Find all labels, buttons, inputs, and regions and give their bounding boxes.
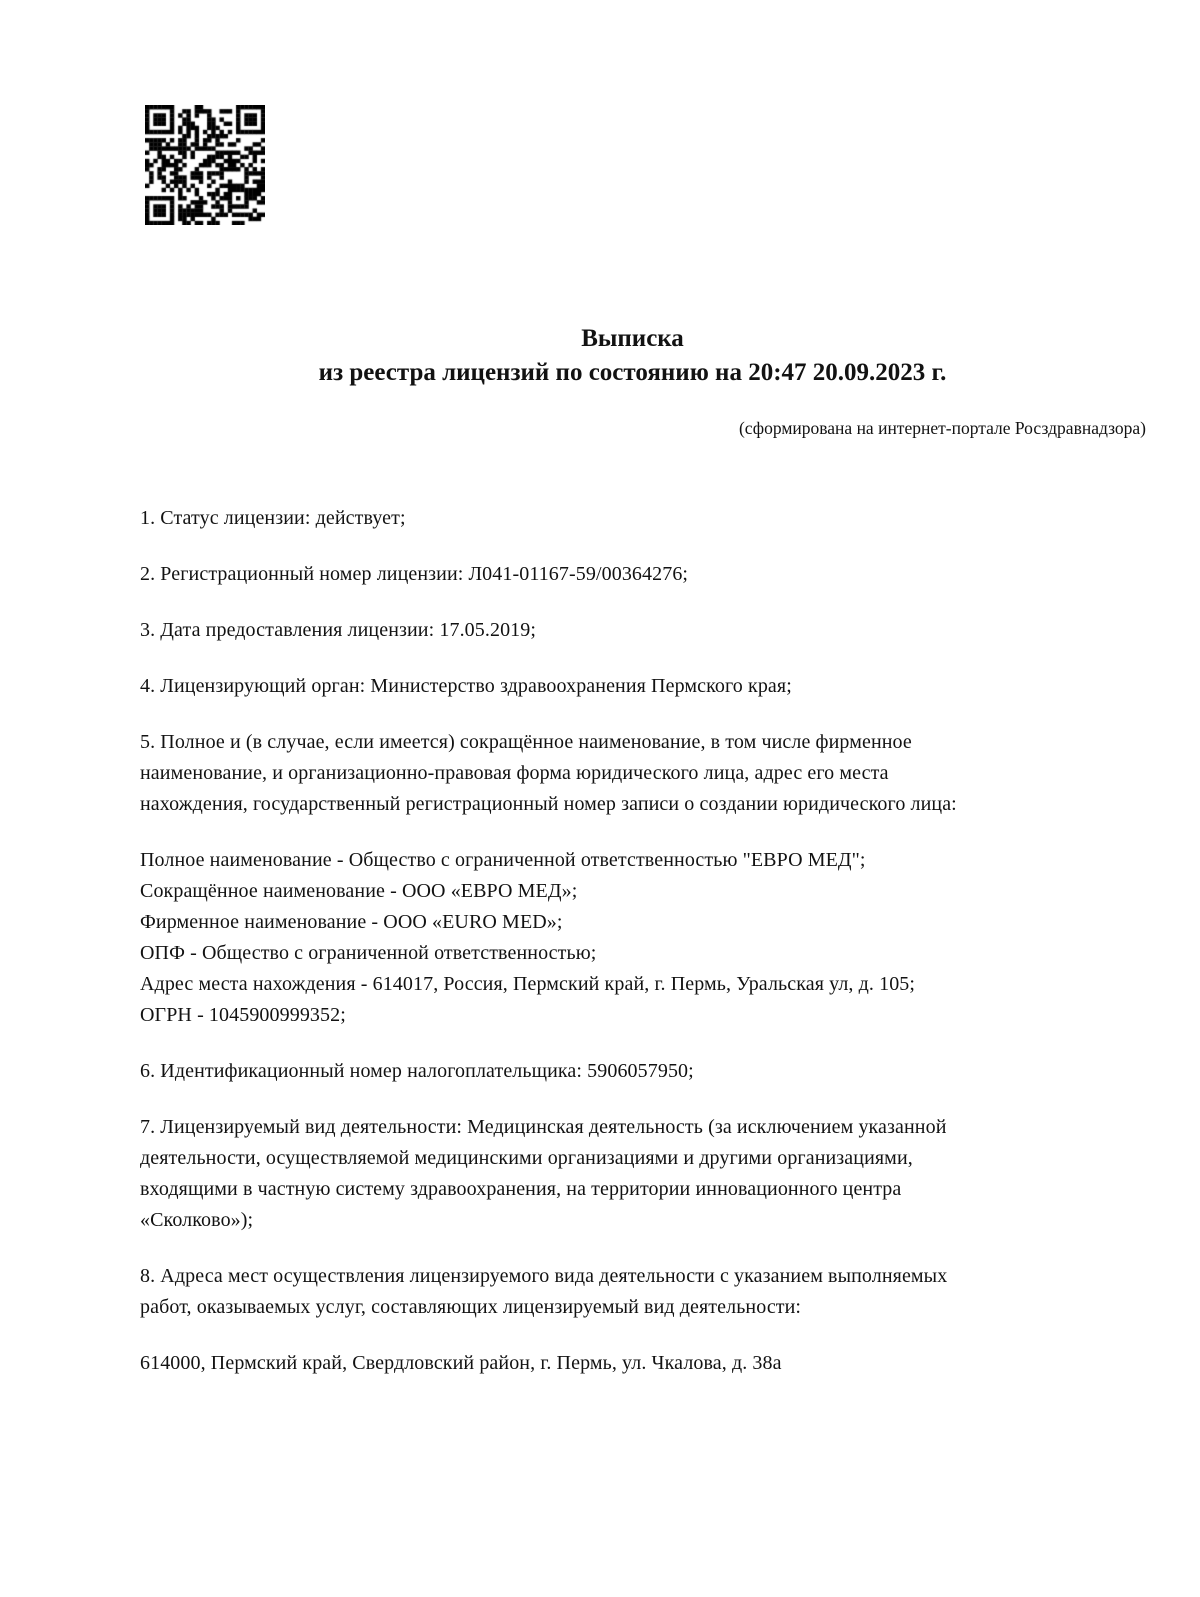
activity-addresses-heading (140, 1261, 1150, 1323)
org-brand-name-line: Фирменное наименование - ООО «EURO MED»; (140, 911, 563, 933)
licensing-authority-line: 4. Лицензирующий орган: Министерство здравоохранения Пермского края; (140, 675, 792, 697)
paragraph-line: 7. Лицензируемый вид деятельности: Медицинская деятельность (за исключением указанной (140, 1116, 947, 1138)
document-body (140, 503, 1150, 1404)
licensing-authority (140, 671, 1150, 702)
org-opf-line: ОПФ - Общество с ограниченной ответственностью; (140, 942, 597, 964)
paragraph-line: работ, оказываемых услуг, составляющих лицензируемый вид деятельности: (140, 1296, 802, 1318)
taxpayer-id (140, 1056, 1150, 1087)
org-full-name-line: Полное наименование - Общество с ограниченной ответственностью "ЕВРО МЕД"; (140, 849, 866, 871)
license-status-line: 1. Статус лицензии: действует; (140, 507, 406, 529)
paragraph-line: «Сколково»); (140, 1209, 254, 1231)
paragraph-line: входящими в частную систему здравоохранения, на территории инновационного центра (140, 1178, 902, 1200)
document-subtitle: (сформирована на интернет-портале Росздравнадзора) (738, 418, 1146, 438)
license-registration-number-line: 2. Регистрационный номер лицензии: Л041-01167-59/00364276; (140, 563, 689, 585)
taxpayer-id-line: 6. Идентификационный номер налогоплательщика: 5906057950; (140, 1060, 694, 1082)
document-title (140, 322, 1125, 390)
qr-code-image (145, 105, 265, 225)
license-grant-date (140, 615, 1150, 646)
paragraph-line: деятельности, осуществляемой медицинскими организациями и другими организациями, (140, 1147, 913, 1169)
paragraph-line: нахождения, государственный регистрационный номер записи о создании юридического лица: (140, 793, 957, 815)
activity-address (140, 1348, 1150, 1379)
license-grant-date-line: 3. Дата предоставления лицензии: 17.05.2019; (140, 619, 537, 641)
org-name-section-heading (140, 727, 1150, 820)
paragraph-line: наименование, и организационно-правовая форма юридического лица, адрес его места (140, 762, 889, 784)
license-registration-number (140, 559, 1150, 590)
document-title-line-1: Выписка (581, 325, 684, 352)
document-title-line-2: из реестра лицензий по состоянию на 20:47 20.09.2023 г. (318, 359, 947, 386)
org-details (140, 845, 1150, 1031)
paragraph-line: 5. Полное и (в случае, если имеется) сокращённое наименование, в том числе фирменное (140, 731, 912, 753)
org-ogrn-line: ОГРН - 1045900999352; (140, 1004, 346, 1026)
org-short-name-line: Сокращённое наименование - ООО «ЕВРО МЕД»; (140, 880, 578, 902)
licensed-activity (140, 1112, 1150, 1236)
license-status (140, 503, 1150, 534)
paragraph-line: 8. Адреса мест осуществления лицензируемого вида деятельности с указанием выполняемых (140, 1265, 948, 1287)
org-address-line: Адрес места нахождения - 614017, Россия, Пермский край, г. Пермь, Уральская ул, д. 105; (140, 973, 916, 995)
activity-address-line: 614000, Пермский край, Свердловский район, г. Пермь, ул. Чкалова, д. 38а (140, 1352, 782, 1374)
